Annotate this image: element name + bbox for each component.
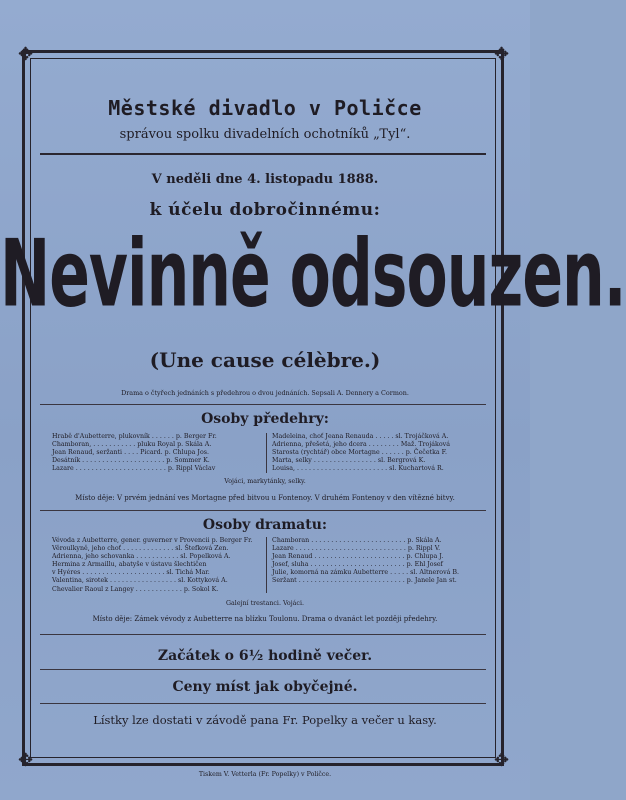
cast-line: Věroulkyně, jeho choť . . . . . . . . . . . . . sl. Štefková Zen. <box>52 545 229 553</box>
cast-line: Chamboran . . . . . . . . . . . . . . . . . . . . . . . . p. Skála A. <box>272 537 442 544</box>
prologue-extras: Vojáci, markytánky, selky. <box>224 478 306 485</box>
corner-ornament-icon: ✥ <box>494 750 510 771</box>
drama-cast-left <box>52 537 252 594</box>
cast-line: v Hyéres . . . . . . . . . . . . . . . . . . . . . sl. Tichá Mar. <box>52 569 210 577</box>
cast-line: Chevalier Raoul z Langey . . . . . . . . . . . . p. Sokol K. <box>52 585 219 593</box>
drama-cast-right <box>272 537 459 586</box>
cast-line: Chamboran, . . . . . . . . . . . pluku Royal p. Skála A. <box>52 441 212 449</box>
prologue-cast-heading: Osoby předehry: <box>201 411 329 427</box>
divider <box>40 703 486 704</box>
column-divider <box>266 433 267 473</box>
column-divider <box>266 537 267 593</box>
divider <box>40 634 486 635</box>
cast-line: Lazare . . . . . . . . . . . . . . . . . . . . . . . p. Rippl Václav <box>52 465 216 473</box>
play-title: Nevinně odsouzen. <box>0 220 626 329</box>
corner-ornament-icon: ✥ <box>494 44 510 65</box>
cast-line: Josef, sluha . . . . . . . . . . . . . . . . . . . . . . . . p. Ehl Josef <box>272 561 443 569</box>
drama-extras: Galejní trestanci. Vojáci. <box>226 600 304 607</box>
play-subtitle: (Une cause célèbre.) <box>149 348 381 372</box>
cast-line: Julie, komorná na zámku Aubetterre . . . . . sl. Altnerová B. <box>272 569 460 577</box>
ticket-sales-note: Lístky lze dostati v závodě pana Fr. Popelky a večer u kasy. <box>93 713 437 727</box>
corner-ornament-icon: ✥ <box>18 750 34 771</box>
cast-line: Louisa, . . . . . . . . . . . . . . . . . . . . . . . sl. Kuchartová R. <box>272 465 444 473</box>
cast-line: Starosta (rychtář) obce Mortagne . . . . . . p. Čečetka F. <box>272 449 448 457</box>
printer-imprint: Tiskem V. Vetterla (Fr. Popelky) v Poličce. <box>198 771 332 778</box>
cast-line: Jean Renaud, seržanti . . . . Picard. p. Chlupa Jos. <box>52 449 209 457</box>
drama-setting: Místo děje: Zámek vévody z Aubetterre na blízku Toulonu. Drama o dvanáct let později předehry. <box>92 615 438 623</box>
divider <box>40 510 486 511</box>
theatre-name: Městské divadlo v Poličce <box>108 96 422 120</box>
drama-cast-heading: Osoby dramatu: <box>202 517 328 533</box>
start-time: Začátek o 6½ hodině večer. <box>157 648 373 664</box>
cast-line: Valentina, sirotek . . . . . . . . . . . . . . . . . sl. Kottyková A. <box>52 577 228 585</box>
cast-line: Marta, selky . . . . . . . . . . . . . . . . sl. Bergrová K. <box>272 457 426 465</box>
prologue-cast-right <box>272 433 450 473</box>
performance-purpose: k účelu dobročinnému: <box>149 200 381 220</box>
cast-line: Hrabě d'Aubetterre, plukovník . . . . . . p. Berger Fr. <box>52 433 217 440</box>
cast-line: Adrienna, přešetá, jeho dcera . . . . . . . . Maž. Trojáková <box>272 441 450 449</box>
corner-ornament-icon: ✥ <box>18 44 34 65</box>
cast-line: Lazare . . . . . . . . . . . . . . . . . . . . . . . . . . . . p. Rippl V. <box>272 545 441 553</box>
cast-line: Jean Renaud . . . . . . . . . . . . . . . . . . . . . . . p. Chlupa J. <box>272 553 444 561</box>
divider <box>40 153 486 155</box>
performance-date: V neděli dne 4. listopadu 1888. <box>151 172 379 187</box>
ticket-prices: Ceny míst jak obyčejné. <box>172 679 358 695</box>
cast-line: Hermina z Armaillu, abatyše v ústavu šlechtičen <box>52 561 207 569</box>
cast-line: Seržant . . . . . . . . . . . . . . . . . . . . . . . . . . . p. Janele Jan st. <box>272 577 457 585</box>
prologue-setting: Místo děje: V prvém jednání ves Mortagne před bitvou u Fontenoy. V druhém Fontenoy v den vítězné bitvy. <box>75 494 455 502</box>
play-description: Drama o čtyřech jednáních s předehrou o dvou jednáních. Sepsali A. Dennery a Cormon. <box>121 389 409 397</box>
prologue-cast-left <box>52 433 217 473</box>
divider <box>40 669 486 670</box>
cast-line: Adrienna, jeho schovanka . . . . . . . . . . . sl. Popelková A. <box>52 553 231 561</box>
cast-line: Desátník . . . . . . . . . . . . . . . . . . . . . p. Sommer K. <box>52 457 210 465</box>
management-line: správou spolku divadelních ochotníků „Tyl“. <box>119 127 411 142</box>
divider <box>40 404 486 405</box>
cast-line: Vévoda z Aubetterre, gener. guverner v Provencii p. Berger Fr. <box>52 537 253 544</box>
cast-line: Madeleina, choť Jeana Renauda . . . . . sl. Trojáčková A. <box>272 433 449 440</box>
